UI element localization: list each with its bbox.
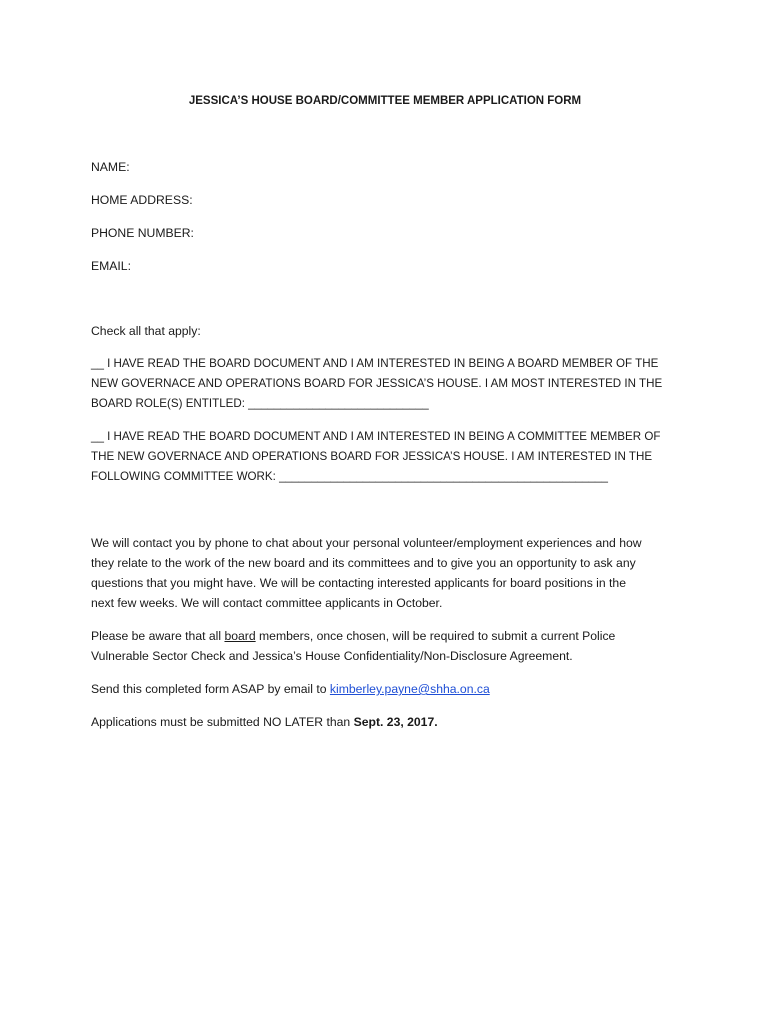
send-instruction <box>91 682 490 696</box>
aware-post: members, once chosen, will be required to submit a current Police <box>255 629 616 643</box>
form-title: JESSICA’S HOUSE BOARD/COMMITTEE MEMBER APPLICATION FORM <box>188 95 582 107</box>
aware-underlined-board: board <box>224 629 256 643</box>
deadline-pre: Applications must be submitted NO LATER than <box>91 715 354 729</box>
name-field-label: NAME: <box>91 160 130 174</box>
contact-paragraph-line-3: questions that you might have. We will be contacting interested applicants for board positions in the <box>91 576 626 590</box>
committee-option-line-2: THE NEW GOVERNACE AND OPERATIONS BOARD FOR JESSICA’S HOUSE. I AM INTERESTED IN THE <box>91 450 653 463</box>
home-address-field-label: HOME ADDRESS: <box>91 193 193 207</box>
deadline-statement <box>91 715 438 729</box>
deadline-date: Sept. 23, 2017. <box>353 715 438 729</box>
committee-option-line-1: __ I HAVE READ THE BOARD DOCUMENT AND I AM INTERESTED IN BEING A COMMITTEE MEMBER OF <box>91 430 661 443</box>
contact-paragraph-line-4: next few weeks. We will contact committee applicants in October. <box>91 596 443 610</box>
phone-number-field-label: PHONE NUMBER: <box>91 226 194 240</box>
aware-paragraph-line-2: Vulnerable Sector Check and Jessica’s House Confidentiality/Non-Disclosure Agreement. <box>91 649 573 663</box>
board-option-line-1: __ I HAVE READ THE BOARD DOCUMENT AND I AM INTERESTED IN BEING A BOARD MEMBER OF THE <box>91 357 659 370</box>
contact-paragraph-line-2: they relate to the work of the new board and its committees and to give you an opportunity to ask any <box>91 556 636 570</box>
aware-pre: Please be aware that all <box>91 629 225 643</box>
committee-option-line-3: FOLLOWING COMMITTEE WORK: ___________________________________________________ <box>91 470 608 483</box>
check-all-instruction: Check all that apply: <box>91 324 201 338</box>
board-option-line-2: NEW GOVERNACE AND OPERATIONS BOARD FOR JESSICA’S HOUSE. I AM MOST INTERESTED IN THE <box>91 377 663 390</box>
email-field-label: EMAIL: <box>91 259 131 273</box>
contact-email-link[interactable]: kimberley.payne@shha.on.ca <box>329 682 490 696</box>
board-option-line-3: BOARD ROLE(S) ENTITLED: ____________________________ <box>91 397 429 410</box>
contact-paragraph-line-1: We will contact you by phone to chat about your personal volunteer/employment experiences and how <box>91 536 642 550</box>
send-pre: Send this completed form ASAP by email to <box>91 682 330 696</box>
aware-paragraph-line-1 <box>91 629 615 643</box>
